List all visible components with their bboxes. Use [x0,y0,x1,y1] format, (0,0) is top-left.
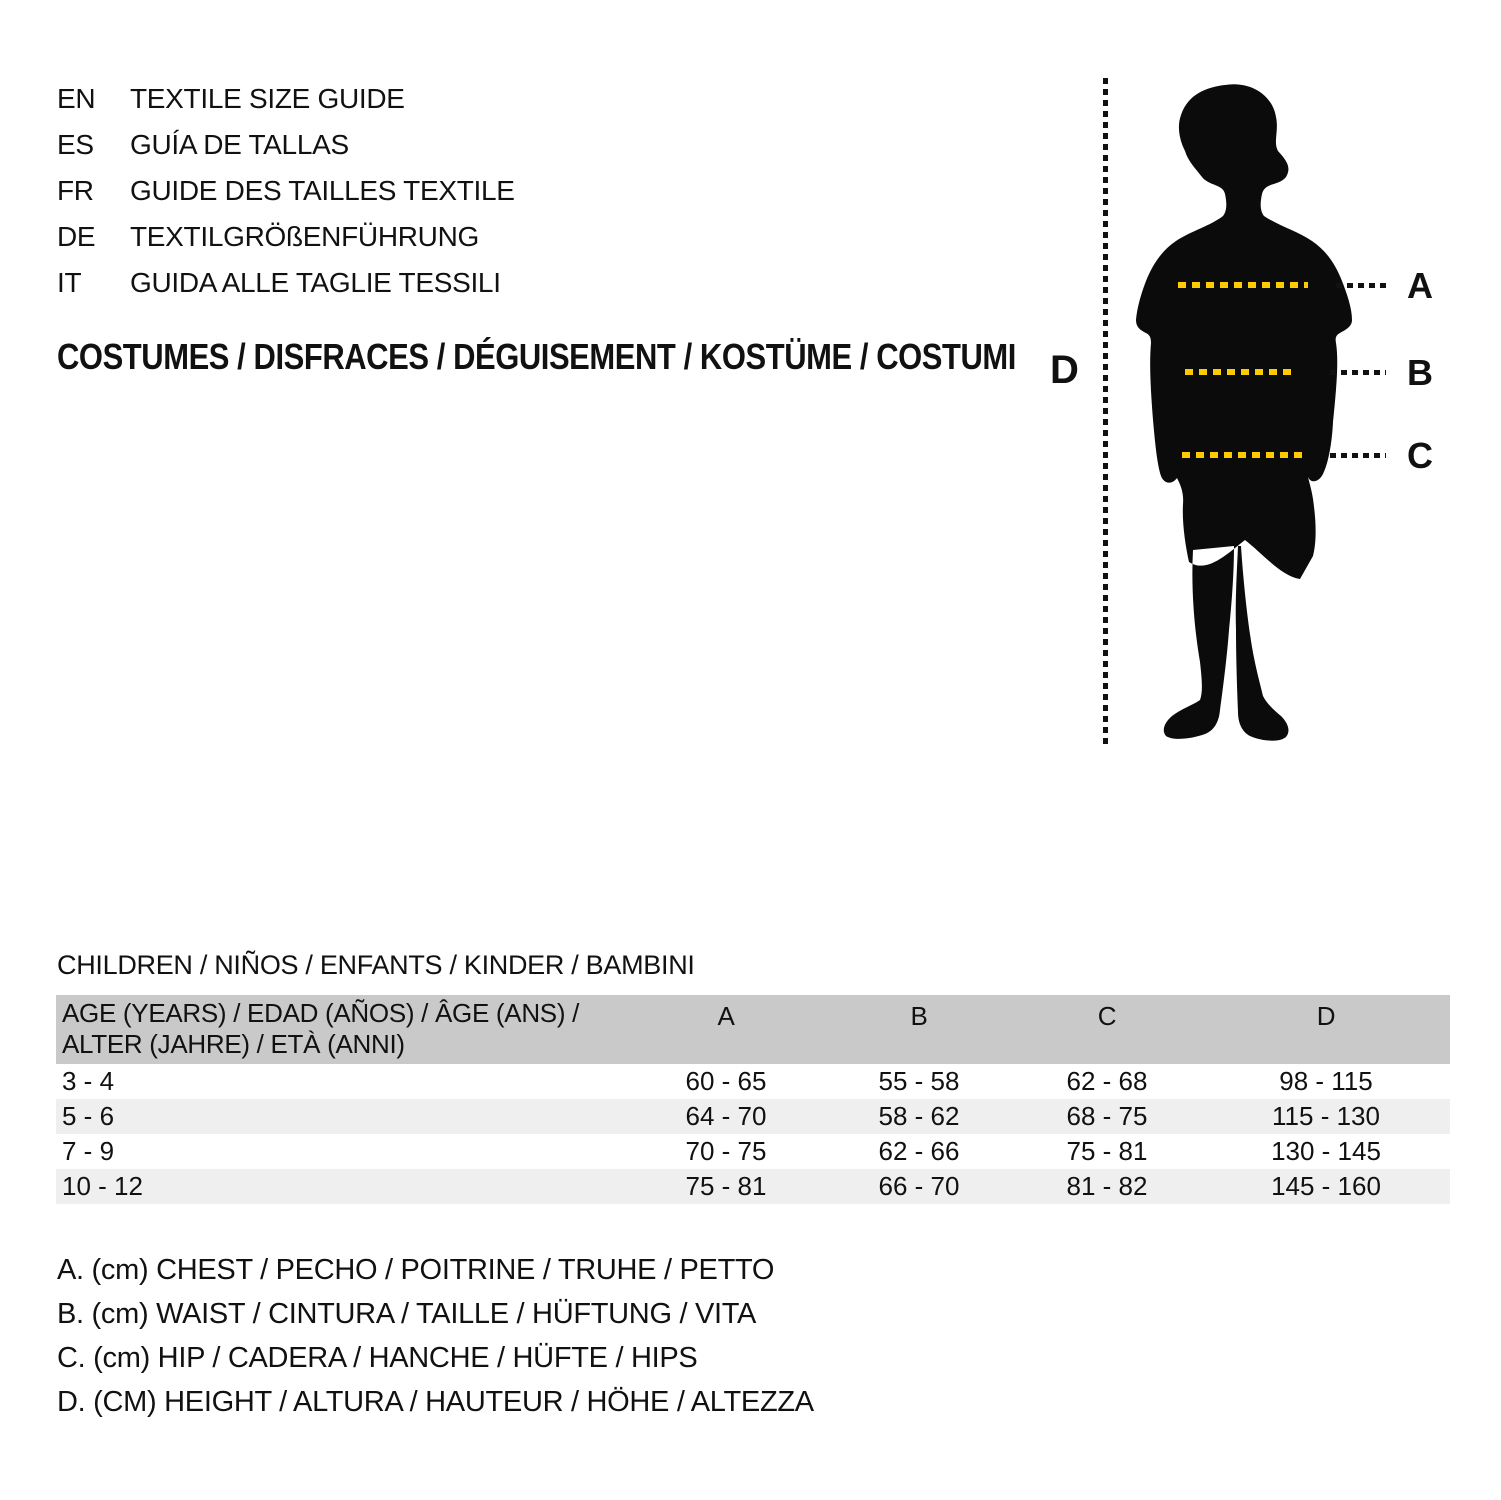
table-row [56,1134,1450,1169]
column-header-b: B [910,1001,928,1031]
hip-cell: 68 - 75 [1066,1101,1148,1131]
table-row [56,1064,1450,1099]
table-header-row [56,995,1450,1064]
chest-cell: 64 - 70 [685,1101,767,1131]
hip-cell: 75 - 81 [1066,1136,1148,1166]
lang-label: GUÍA DE TALLAS [130,129,349,160]
waist-cell: 66 - 70 [878,1171,960,1201]
table-row [56,1099,1450,1134]
lang-label: GUIDA ALLE TAGLIE TESSILI [130,267,501,298]
waist-cell: 62 - 66 [878,1136,960,1166]
age-cell: 5 - 6 [62,1101,115,1131]
lang-row-fr [57,174,515,208]
table-row [56,1169,1450,1204]
height-cell: 130 - 145 [1271,1136,1381,1166]
measure-label-c: C [1407,435,1433,476]
lang-label: GUIDE DES TAILLES TEXTILE [130,175,515,206]
height-cell: 115 - 130 [1272,1101,1380,1131]
chest-measure-line [1178,282,1308,288]
lang-label: TEXTILGRÖßENFÜHRUNG [130,221,479,252]
lang-row-en [57,82,405,116]
age-header-line2: ALTER (JAHRE) / ETÀ (ANNI) [62,1029,405,1059]
lang-code: EN [57,83,96,114]
lang-row-de [57,220,479,254]
column-header-d: D [1316,1001,1336,1031]
measure-label-b: B [1407,352,1433,393]
hip-measure-line [1182,452,1308,458]
legend-waist: B. (cm) WAIST / CINTURA / TAILLE / HÜFTUNG / VITA [57,1298,757,1330]
chest-cell: 75 - 81 [685,1171,767,1201]
hip-cell: 62 - 68 [1066,1066,1148,1096]
legend-height: D. (CM) HEIGHT / ALTURA / HAUTEUR / HÖHE / ALTEZZA [57,1386,814,1418]
age-cell: 10 - 12 [62,1171,143,1201]
legend-hip: C. (cm) HIP / CADERA / HANCHE / HÜFTE / HIPS [57,1342,698,1374]
waist-measure-line [1185,369,1297,375]
waist-cell: 58 - 62 [878,1101,960,1131]
child-silhouette-image [1115,82,1375,747]
chest-cell: 60 - 65 [685,1066,767,1096]
waist-cell: 55 - 58 [878,1066,960,1096]
lang-row-it [57,266,501,300]
measure-label-a: A [1407,265,1433,306]
lang-code: DE [57,221,96,252]
age-cell: 7 - 9 [62,1136,115,1166]
lang-label: TEXTILE SIZE GUIDE [130,83,405,114]
lang-code: ES [57,129,94,160]
hip-cell: 81 - 82 [1066,1171,1148,1201]
measure-label-d: D [1050,348,1079,392]
hip-leader-line [1330,453,1386,458]
age-cell: 3 - 4 [62,1066,115,1096]
height-cell: 98 - 115 [1279,1066,1373,1096]
chest-leader-line [1336,283,1386,288]
table-title: CHILDREN / NIÑOS / ENFANTS / KINDER / BAMBINI [57,950,695,980]
lang-row-es [57,128,349,162]
lang-code: FR [57,175,94,206]
legend-chest: A. (cm) CHEST / PECHO / POITRINE / TRUHE / PETTO [57,1254,775,1286]
age-column-header [56,995,626,1064]
height-cell: 145 - 160 [1271,1171,1381,1201]
age-header-line1: AGE (YEARS) / EDAD (AÑOS) / ÂGE (ANS) / [62,998,580,1028]
waist-leader-line [1330,370,1386,375]
column-header-c: C [1097,1001,1117,1031]
category-title: COSTUMES / DISFRACES / DÉGUISEMENT / KOSTÜME / COSTUMI [57,336,1016,377]
size-table [56,995,1450,1204]
chest-cell: 70 - 75 [685,1136,767,1166]
height-dashed-line [1103,78,1108,746]
column-header-a: A [717,1001,735,1031]
lang-code: IT [57,267,82,298]
